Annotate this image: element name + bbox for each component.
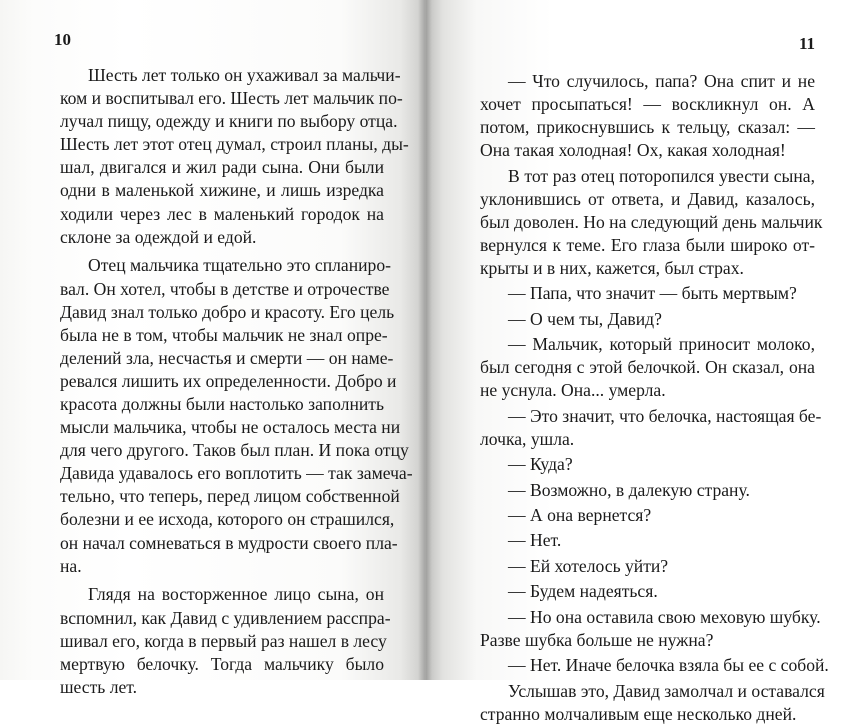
text-line: был сегодня с этой белочкой. Он сказал, она (480, 357, 815, 378)
text-line: — А она вернется? (508, 505, 652, 526)
paragraph (480, 606, 821, 652)
paragraph (480, 453, 815, 476)
text-line: В тот раз отец поторопился увести сына, (508, 165, 815, 186)
paragraph (480, 654, 829, 677)
text-line: Отец мальчика тщательно это спланиро- (88, 255, 392, 276)
page-number-right: 11 (798, 34, 815, 53)
paragraph (480, 70, 815, 162)
text-line: тельно, что теперь, перед лицом собственной (60, 486, 400, 507)
paragraph (480, 333, 815, 402)
text-line: мертвую белочку. Тогда мальчику было (60, 653, 384, 674)
paragraph (480, 405, 822, 451)
text-line: — О чем ты, Давид? (508, 308, 662, 329)
text-line: был доволен. Но на следующий день мальчик (480, 211, 823, 232)
text-line: — Куда? (508, 454, 573, 475)
text-line: Давид знал только добро и красоту. Его цель (60, 301, 395, 322)
text-line: потом, прикоснувшись к тельцу, сказал: — (480, 117, 815, 138)
text-line: Шесть лет только он ухаживал за мальчи- (88, 65, 401, 85)
paragraph (60, 254, 413, 577)
text-line: — Папа, что значит — быть мертвым? (508, 283, 797, 304)
text-line: шесть лет. (60, 676, 138, 697)
text-line: — Будем надеяться. (508, 581, 658, 602)
text-line: вал. Он хотел, чтобы в детстве и отрочестве (60, 278, 390, 299)
text-line: Давида удавалось его воплотить — так замеча- (60, 463, 413, 484)
text-line: для чего другого. Таков был план. И пока отцу (60, 440, 409, 461)
text-line: — Нет. Иначе белочка взяла бы ее с собой. (508, 655, 829, 676)
right-page-text (480, 70, 829, 728)
text-line: — Нет. (508, 530, 562, 551)
text-line: — Это значит, что белочка, настоящая бе- (508, 405, 822, 426)
text-line: мысли мальчика, чтобы не осталось места ни (60, 417, 401, 438)
left-page-text (60, 64, 413, 705)
text-line: хочет просыпаться! — воскликнул он. А (480, 94, 815, 115)
text-line: Разве шубка больше не нужна? (480, 629, 714, 650)
text-line: крыты и в них, кажется, был страх. (480, 258, 744, 279)
text-line: Глядя на восторженное лицо сына, он (88, 584, 384, 605)
paragraph (480, 529, 815, 552)
text-line: шивал его, когда в первый раз нашел в лесу (60, 630, 387, 651)
text-line: лочка, ушла. (480, 428, 575, 449)
paragraph (60, 64, 409, 249)
text-line: ком и воспитывал его. Шесть лет мальчик по- (60, 88, 403, 109)
page-number-left: 10 (54, 30, 71, 49)
text-line: — Что случилось, папа? Она спит и не (508, 71, 815, 91)
paragraph (480, 282, 815, 305)
text-line: болезни и ее исхода, которого он страшился, (60, 509, 395, 530)
text-line: — Ей хотелось уйти? (508, 555, 669, 576)
text-line: красота должны были настолько заполнить (60, 394, 384, 414)
text-line: странно молчаливым еще несколько дней. (480, 703, 797, 724)
paragraph (480, 479, 815, 502)
text-line: склоне за одеждой и едой. (60, 226, 257, 247)
text-line: шал, двигался и жил ради сына. Они были (60, 157, 384, 178)
text-line: — Мальчик, который приносит молоко, (508, 334, 815, 355)
text-line: одни в маленькой хижине, и лишь изредка (60, 180, 384, 201)
text-line: вспомнил, как Давид с удивлением расспра- (60, 607, 391, 628)
book-gutter-shadow (418, 0, 432, 680)
text-line: Она такая холодная! Ох, какая холодная! (480, 140, 786, 161)
text-line: — Возможно, в далекую страну. (508, 479, 750, 500)
text-line: ревался лишить их определенности. Добро и (60, 370, 397, 391)
text-line: делений зла, несчастья и смерти — он наме- (60, 347, 394, 368)
text-line: на. (60, 555, 82, 576)
paragraph (480, 308, 815, 331)
text-line: он начал сомневаться в мудрости своего пла- (60, 532, 398, 553)
paragraph (60, 583, 391, 698)
text-line: Услышав это, Давид замолчал и оставался (508, 680, 825, 701)
paragraph (480, 680, 825, 726)
text-line: лучал пищу, одежду и книги по выбору отца. (60, 111, 398, 132)
text-line: уклонившись от ответа, и Давид, казалось, (480, 188, 815, 209)
paragraph (480, 555, 815, 578)
text-line: не уснула. Она... умерла. (480, 380, 666, 401)
text-line: ходили через лес в маленький городок на (60, 203, 384, 224)
paragraph (480, 165, 823, 280)
text-line: была не в том, чтобы мальчик не знал опре- (60, 324, 388, 345)
left-page (0, 0, 426, 697)
text-line: вернулся к теме. Его глаза были широко от- (480, 234, 815, 255)
paragraph (480, 580, 815, 603)
paragraph (480, 504, 815, 527)
right-page (426, 0, 849, 724)
text-line: — Но она оставила свою меховую шубку. (508, 606, 821, 627)
text-line: Шесть лет этот отец думал, строил планы, ды- (60, 134, 409, 155)
